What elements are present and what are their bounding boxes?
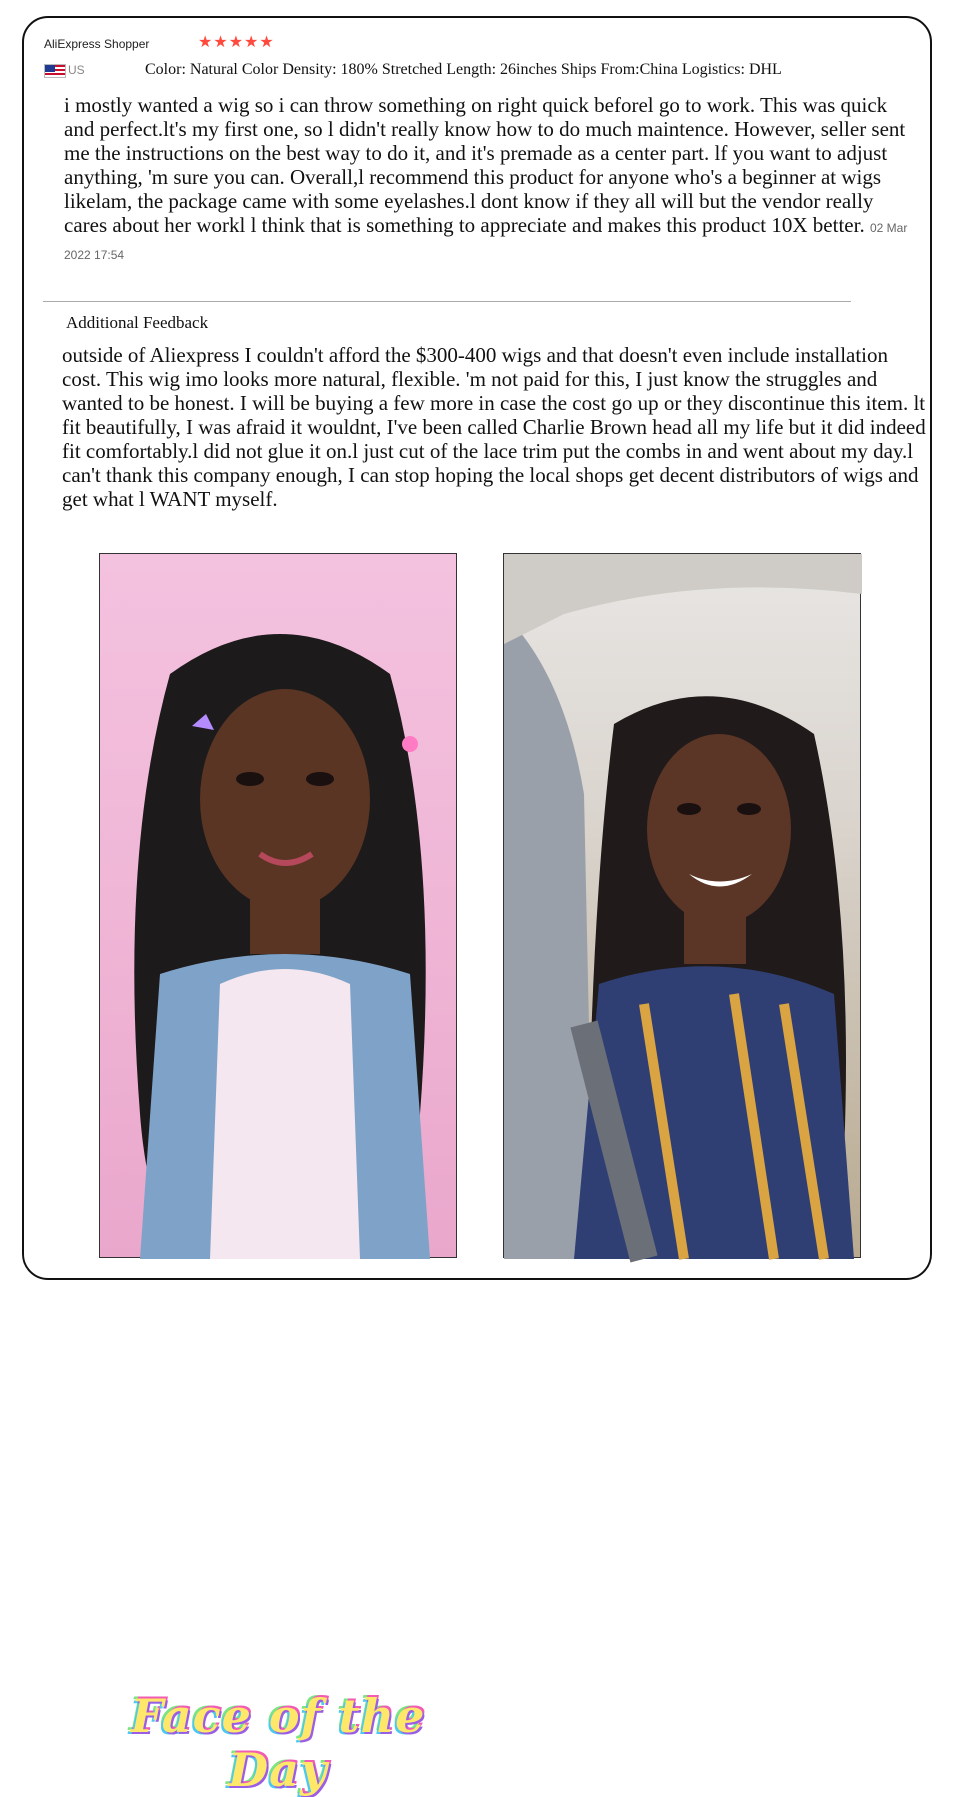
additional-feedback-title: Additional Feedback <box>66 313 209 332</box>
shopper-name: AliExpress Shopper <box>44 37 150 51</box>
review-photo-1[interactable] <box>99 553 457 1797</box>
review-body <box>64 93 914 267</box>
star-icon: ★ <box>259 32 274 51</box>
star-icon: ★ <box>228 32 244 51</box>
review-date: 02 Mar 2022 17:54 <box>64 221 908 262</box>
rating-stars <box>198 33 274 51</box>
review-photo-2[interactable] <box>503 553 861 1258</box>
review-text: i mostly wanted a wig so i can throw something on right quick beforel go to work. This was quick and perfect.lt's my first one, so l didn't really know how to do much maintence. However, seller sent me the instructions on the best way to do it, and it's premade as a center part. lf you want to adjust anything, 'm sure you can. Overall,l recommend this product for anyone who's a beginner at wigs likelam, the package came with some eyelashes.l dont know if they all will but the vendor really cares about her workl l think that is something to appreciate and makes this product 10X better. <box>64 93 906 237</box>
product-specs: Color: Natural Color Density: 180% Stretched Length: 26inches Ships From:China Logistics: DHL <box>145 61 782 78</box>
additional-feedback-text: outside of Aliexpress I couldn't afford the $300-400 wigs and that doesn't even include installation cost. This wig imo looks more natural, flexible. 'm not paid for this, I just know the struggles and wanted to be honest. I will be buying a few more in case the cost go up or they discontinue this item. lt fit beautifully, I was afraid it wouldnt, I've been called Charlie Brown head all my life but it did indeed fit comfortably.l did not glue it on.l just cut of the lace trim put the combs in and went about my day.l can't thank this company enough, I can stop hoping the local shops get decent distributors of wigs and get what l WANT myself. <box>62 343 926 511</box>
star-icon: ★ <box>244 32 259 51</box>
selfie-illustration <box>504 554 862 1259</box>
face-of-the-day-sticker: Face of the Day <box>130 1689 426 1797</box>
divider <box>43 301 851 302</box>
us-flag-icon <box>44 64 66 78</box>
star-icon: ★ <box>198 32 213 51</box>
selfie-illustration <box>100 554 458 1259</box>
star-icon: ★ <box>213 32 228 51</box>
country-code: US <box>68 63 85 77</box>
